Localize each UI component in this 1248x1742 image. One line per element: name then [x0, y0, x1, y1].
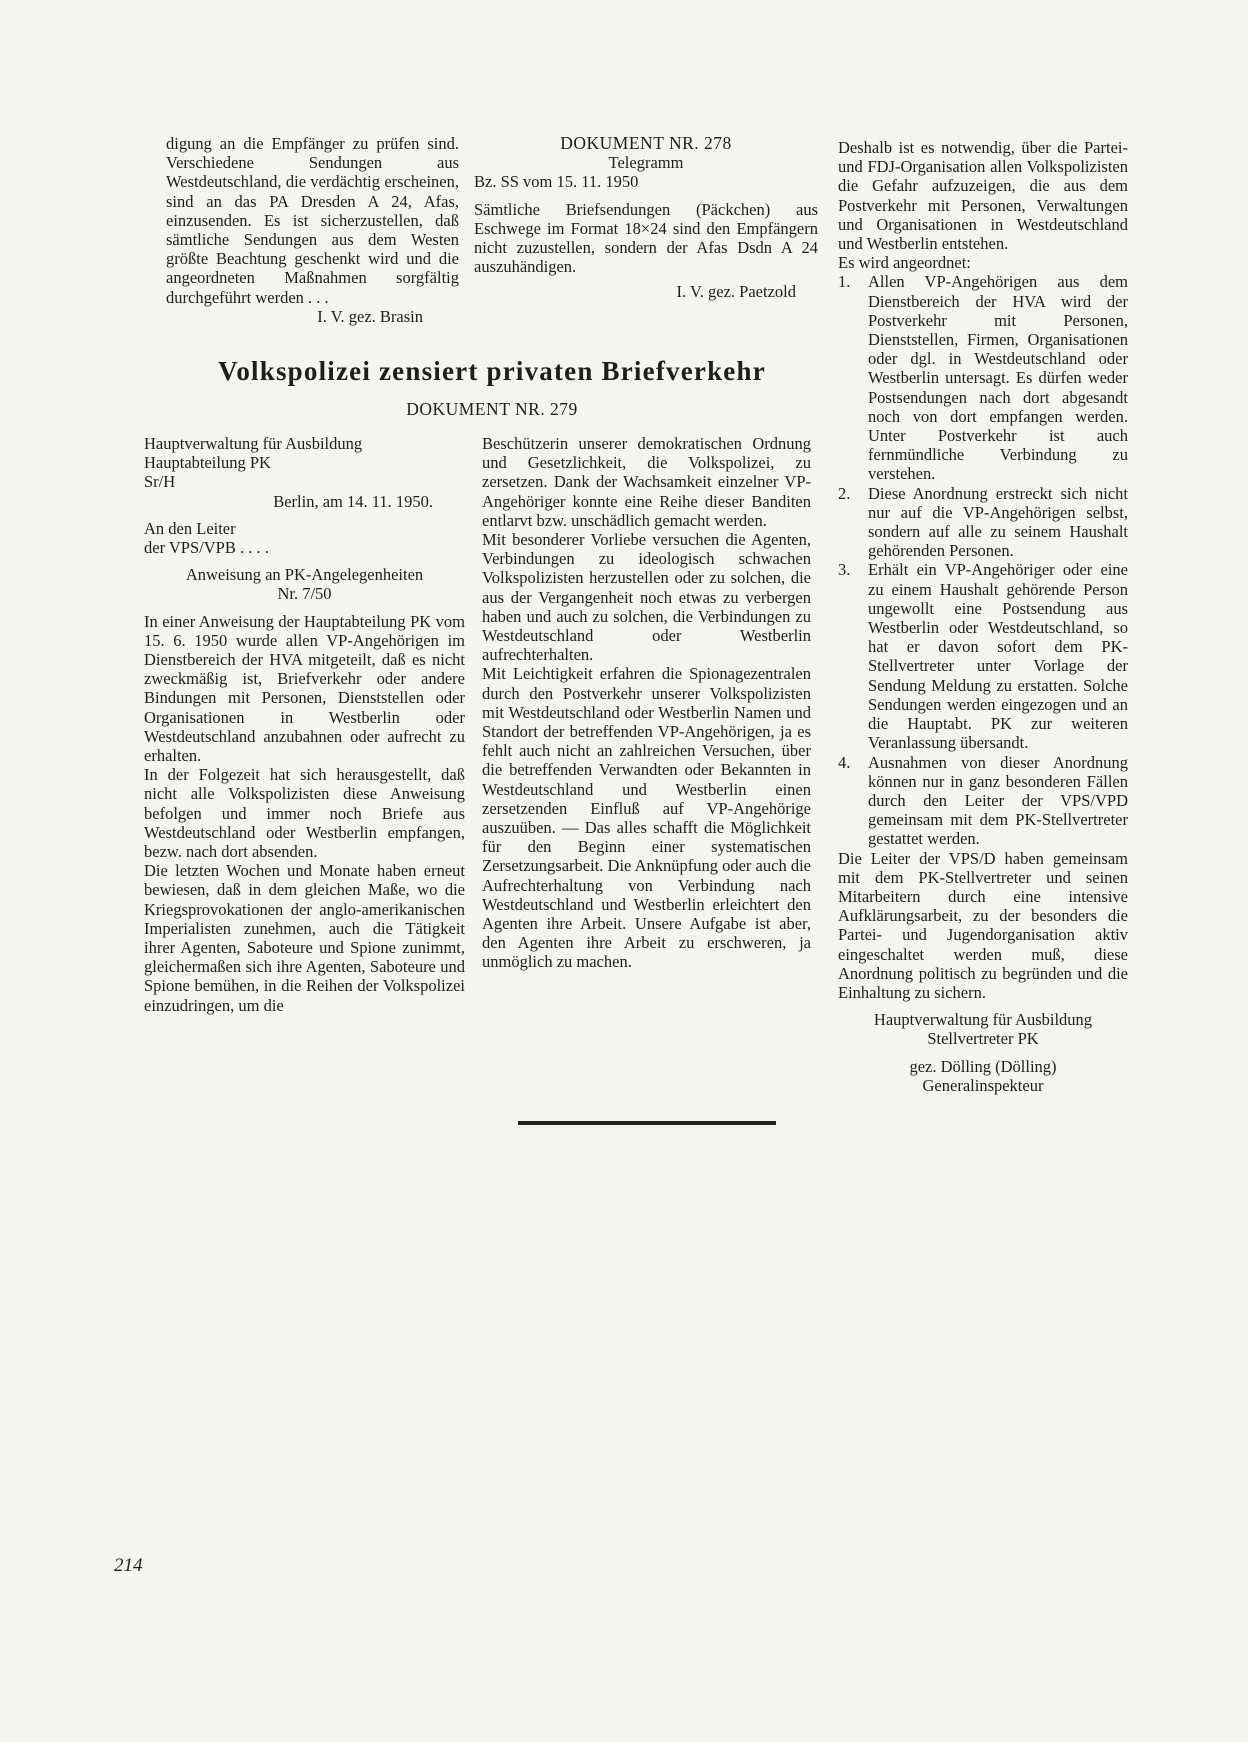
document-279-continued — [838, 138, 1128, 1095]
end-rule — [518, 1121, 776, 1125]
recipient-line: An den Leiter — [144, 518, 236, 538]
previous-document-ending — [166, 134, 459, 326]
document-278-body: Sämtliche Briefsendungen (Päckchen) aus Eschwege im Format 18×24 sind den Empfängern nicht zuzustellen, sondern der Afas Dsdn A 24 auszuhändigen. — [474, 199, 818, 277]
order-item — [838, 753, 1128, 849]
order-item — [838, 484, 1128, 561]
order-item-number: 4. — [838, 752, 851, 772]
order-item-number: 1. — [838, 272, 851, 292]
page-number: 214 — [114, 1555, 143, 1576]
order-item — [838, 560, 1128, 752]
document-278-signature: I. V. gez. Paetzold — [676, 282, 796, 302]
document-279-paragraph-3: Die letzten Wochen und Monate haben erneut bewiesen, daß in dem gleichen Maße, wo die Kriegsprovokationen der anglo-amerikanischen Imperialisten zunehmen, auch die Tätigkeit ihrer Agenten, Saboteure und Spione zunimmt, gleichermaßen sich ihre Agenten, Saboteure und Spione bemühen, in die Reihen der Volkspolizei einzudringen, um die — [144, 861, 465, 1015]
document-279-paragraph-6: Mit Leichtigkeit erfahren die Spionagezentralen durch den Postverkehr unserer Volkspolizisten mit Westdeutschland oder Westberlin Namen und Standort der betreffenden VP-Angehörigen, ja es fehlt auch nicht an zahlreichen Versuchen, über die betreffenden Verwandten oder Bekannten in Westdeutschland und Westberlin einen zersetzenden Einfluß auf VP-Angehörige auszuüben. — Das alles schafft die Möglichkeit für den Beginn einer systematischen Zersetzungsarbeit. Die Anknüpfung oder auch die Aufrechterhaltung von Verbindung nach Westdeutschland und Westberlin erleichtert den Agenten ihre Arbeit. Unsere Aufgabe ist aber, den Agenten ihre Arbeit zu erschweren, ja unmöglich zu machen. — [482, 664, 811, 972]
subject-number: Nr. 7/50 — [277, 584, 332, 604]
document-279-column-middle — [482, 434, 811, 972]
order-item-text: Erhält ein VP-Angehöriger oder eine zu einem Haushalt gehörende Person ungewollt eine Postsendung aus Westberlin oder Westdeutschland, so hat er davon sofort dem PK-Stellvertreter unter Vorlage der Sendung Meldung zu erstatten. Solche Sendungen werden eingezogen und an die Hauptabt. PK zur weiteren Veranlassung übersandt. — [868, 560, 1128, 753]
sender-line: Hauptabteilung PK — [144, 453, 271, 473]
document-279-paragraph-7: Deshalb ist es notwendig, über die Partei- und FDJ-Organisation allen Volkspolizisten die Gefahr aufzuzeigen, die aus dem Postverkehr mit Personen, Verwaltungen und Organisationen in Westdeutschland und Westberlin entstehen. — [838, 138, 1128, 254]
order-item-number: 3. — [838, 560, 851, 580]
document-date: Berlin, am 14. 11. 1950. — [273, 491, 433, 511]
order-item-number: 2. — [838, 483, 851, 503]
document-279-paragraph-1: In einer Anweisung der Hauptabteilung PK vom 15. 6. 1950 wurde allen VP-Angehörigen im Dienstbereich der HVA mitgeteilt, daß es nicht zweckmäßig ist, Briefverkehr oder andere Bindungen mit Personen, Dienststellen oder Organisationen in Westberlin oder Westdeutschland anzubahnen oder aufrecht zu erhalten. — [144, 611, 465, 766]
document-279-paragraph-5: Mit besonderer Vorliebe versuchen die Agenten, Verbindungen zu ideologisch schwachen Volkspolizisten herzustellen oder zu solchen, die aus der Vergangenheit noch etwas zu verbergen haben und auch zu solchen, die Verbindungen zu Westdeutschland oder Westberlin aufrechterhalten. — [482, 530, 811, 665]
section-title: Volkspolizei zensiert privaten Briefverkehr — [218, 356, 766, 386]
closing-title: Generalinspekteur — [922, 1075, 1044, 1095]
previous-document-text: digung an die Empfänger zu prüfen sind. Verschiedene Sendungen aus Westdeutschland, die verdächtig erscheinen, sind an das PA Dresden A 24, Afas, einzusenden. Es ist sicherzustellen, daß sämtliche Sendungen aus dem Westen größte Beachtung geschenkt wird und die angeordneten Maßnahmen sorgfältig durchgeführt werden . . . — [166, 134, 459, 307]
document-279-paragraph-2: In der Folgezeit hat sich herausgestellt, daß nicht alle Volkspolizisten diese Anweisung befolgen und immer noch Briefe aus Westdeutschland oder Westberlin empfangen, bezw. nach dort absenden. — [144, 765, 465, 862]
document-278 — [474, 134, 818, 302]
document-278-heading: DOKUMENT NR. 278 — [560, 133, 732, 153]
document-279-column-left — [144, 434, 465, 1015]
order-item-text: Diese Anordnung erstreckt sich nicht nur auf die VP-Angehörigen selbst, sondern auf alle zu seinem Haushalt gehörenden Personen. — [868, 483, 1128, 561]
document-279-paragraph-4: Beschützerin unserer demokratischen Ordnung und Gesetzlichkeit, die Volkspolizei, zu zersetzen. Dank der Wachsamkeit einzelner VP-Angehöriger konnte eine Reihe dieser Banditen entlarvt bzw. unschädlich gemacht werden. — [482, 434, 811, 530]
closing-sender: Hauptverwaltung für Ausbildung — [873, 1010, 1093, 1030]
document-279-paragraph-8: Die Leiter der VPS/D haben gemeinsam mit dem PK-Stellvertreter und seinen Mitarbeitern durch eine intensive Aufklärungsarbeit, zu der besonders die Partei- und Jugendorganisation aktiv eingeschaltet werden muß, diese Anordnung politisch zu begründen und die Einhaltung zu sichern. — [838, 848, 1128, 1002]
closing-signature: gez. Dölling (Dölling) — [909, 1056, 1057, 1076]
document-279-heading: DOKUMENT NR. 279 — [406, 399, 578, 419]
sender-line: Sr/H — [144, 472, 176, 492]
subject-line: Anweisung an PK-Angelegenheiten — [185, 565, 424, 585]
document-279-ordered: Es wird angeordnet: — [838, 253, 971, 273]
recipient-line: der VPS/VPB . . . . — [144, 538, 269, 558]
order-item-text: Ausnahmen von dieser Anordnung können nur in ganz besonderen Fällen durch den Leiter der VPS/VPD gemeinsam mit dem PK-Stellvertreter gestattet werden. — [868, 752, 1128, 849]
document-278-subheading: Telegramm — [608, 153, 684, 173]
sender-line: Hauptverwaltung für Ausbildung — [144, 434, 363, 453]
previous-document-signature: I. V. gez. Brasin — [317, 306, 423, 326]
order-item-text: Allen VP-Angehörigen aus dem Dienstbereich der HVA wird der Postverkehr mit Personen, Dienststellen, Firmen, Organisationen oder dgl. in Westdeutschland oder Westberlin untersagt. Es dürfen weder Postsendungen nach dort abgesandt noch von dort empfangen werden. Unter Postverkehr ist auch fernmündliche Verbindung zu verstehen. — [868, 272, 1128, 484]
order-item — [838, 272, 1128, 483]
document-278-reference: Bz. SS vom 15. 11. 1950 — [474, 172, 639, 192]
order-list — [838, 272, 1128, 848]
closing-role: Stellvertreter PK — [927, 1029, 1039, 1049]
